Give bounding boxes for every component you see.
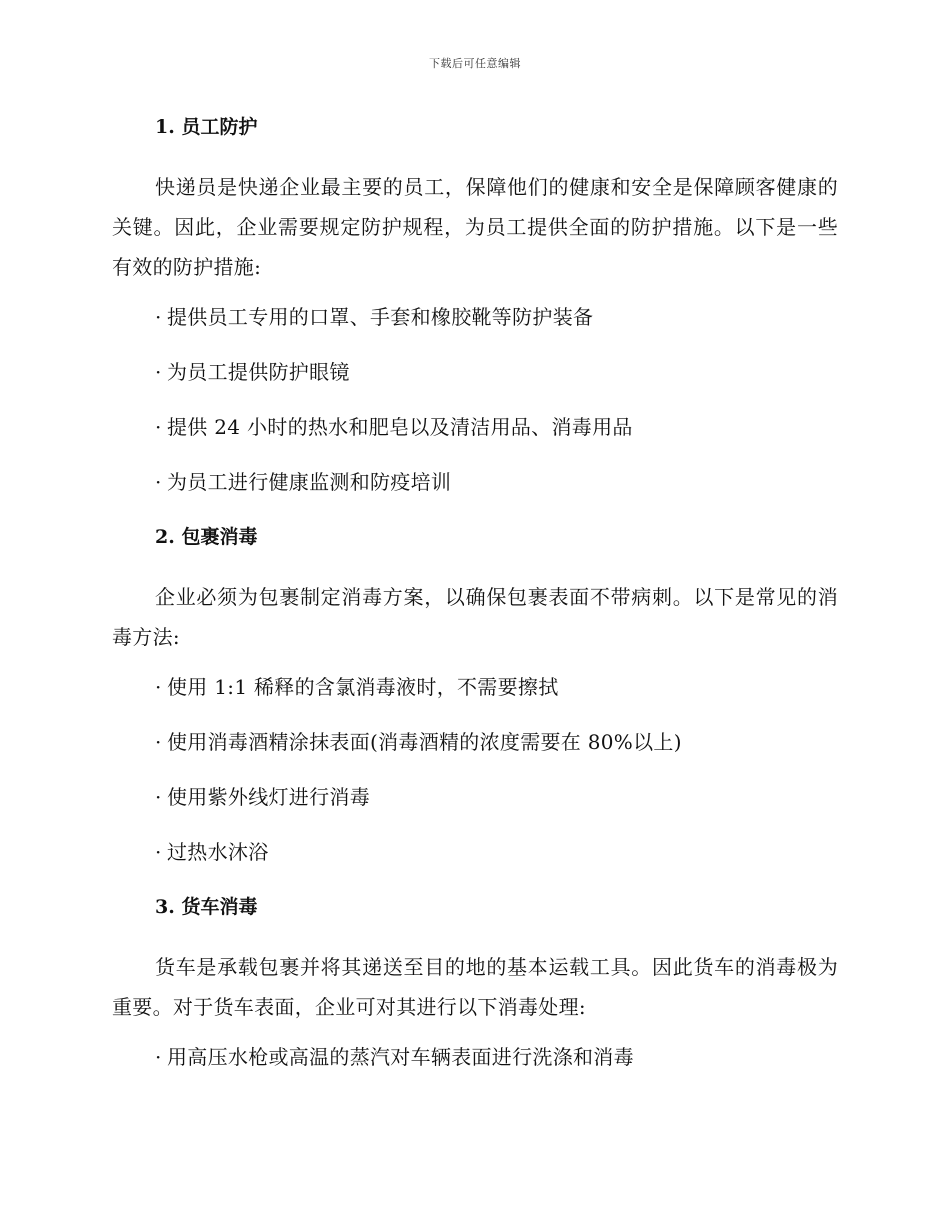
- section-package-disinfection: [112, 522, 838, 867]
- list-item: [112, 302, 838, 332]
- bullet-glyph: ·: [155, 415, 162, 439]
- bullet-glyph: ·: [155, 675, 162, 699]
- list-item: [112, 782, 838, 812]
- list-item-text: 使用 1:1 稀释的含氯消毒液时，不需要擦拭: [167, 675, 559, 699]
- list-item: [112, 412, 838, 442]
- list-item-text: 提供员工专用的口罩、手套和橡胶靴等防护装备: [167, 305, 594, 329]
- list-item-text: 提供 24 小时的热水和肥皂以及清洁用品、消毒用品: [167, 415, 633, 439]
- bullet-glyph: ·: [155, 360, 162, 384]
- section-truck-disinfection: [112, 892, 838, 1072]
- list-item-text: 使用消毒酒精涂抹表面(消毒酒精的浓度需要在 80%以上): [167, 730, 682, 754]
- list-item-text: 使用紫外线灯进行消毒: [167, 785, 370, 809]
- list-item-text: 用高压水枪或高温的蒸汽对车辆表面进行洗涤和消毒: [167, 1045, 634, 1069]
- list-item-text: 为员工提供防护眼镜: [167, 360, 350, 384]
- document-body: [112, 112, 838, 1097]
- bullet-glyph: ·: [155, 730, 162, 754]
- list-item: [112, 672, 838, 702]
- paragraph: 货车是承载包裹并将其递送至目的地的基本运载工具。因此货车的消毒极为重要。对于货车表面，企业可对其进行以下消毒处理:: [112, 955, 838, 1019]
- bullet-glyph: ·: [155, 305, 162, 329]
- section-heading: 1. 员工防护: [155, 116, 258, 138]
- list-item-text: 为员工进行健康监测和防疫培训: [167, 470, 452, 494]
- section-heading: 3. 货车消毒: [155, 896, 258, 918]
- paragraph: 快递员是快递企业最主要的员工，保障他们的健康和安全是保障顾客健康的关键。因此，企业需要规定防护规程，为员工提供全面的防护措施。以下是一些有效的防护措施:: [112, 175, 838, 279]
- section-heading: 2. 包裹消毒: [155, 526, 258, 548]
- list-item: [112, 357, 838, 387]
- bullet-glyph: ·: [155, 785, 162, 809]
- paragraph: 企业必须为包裹制定消毒方案，以确保包裹表面不带病刺。以下是常见的消毒方法:: [112, 585, 838, 649]
- page-header: 下载后可任意编辑: [429, 57, 521, 70]
- list-item: [112, 727, 838, 757]
- list-item-text: 过热水沐浴: [167, 840, 269, 864]
- list-item: [112, 467, 838, 497]
- section-employee-protection: [112, 112, 838, 497]
- bullet-glyph: ·: [155, 1045, 162, 1069]
- bullet-glyph: ·: [155, 840, 162, 864]
- bullet-glyph: ·: [155, 470, 162, 494]
- list-item: [112, 1042, 838, 1072]
- list-item: [112, 837, 838, 867]
